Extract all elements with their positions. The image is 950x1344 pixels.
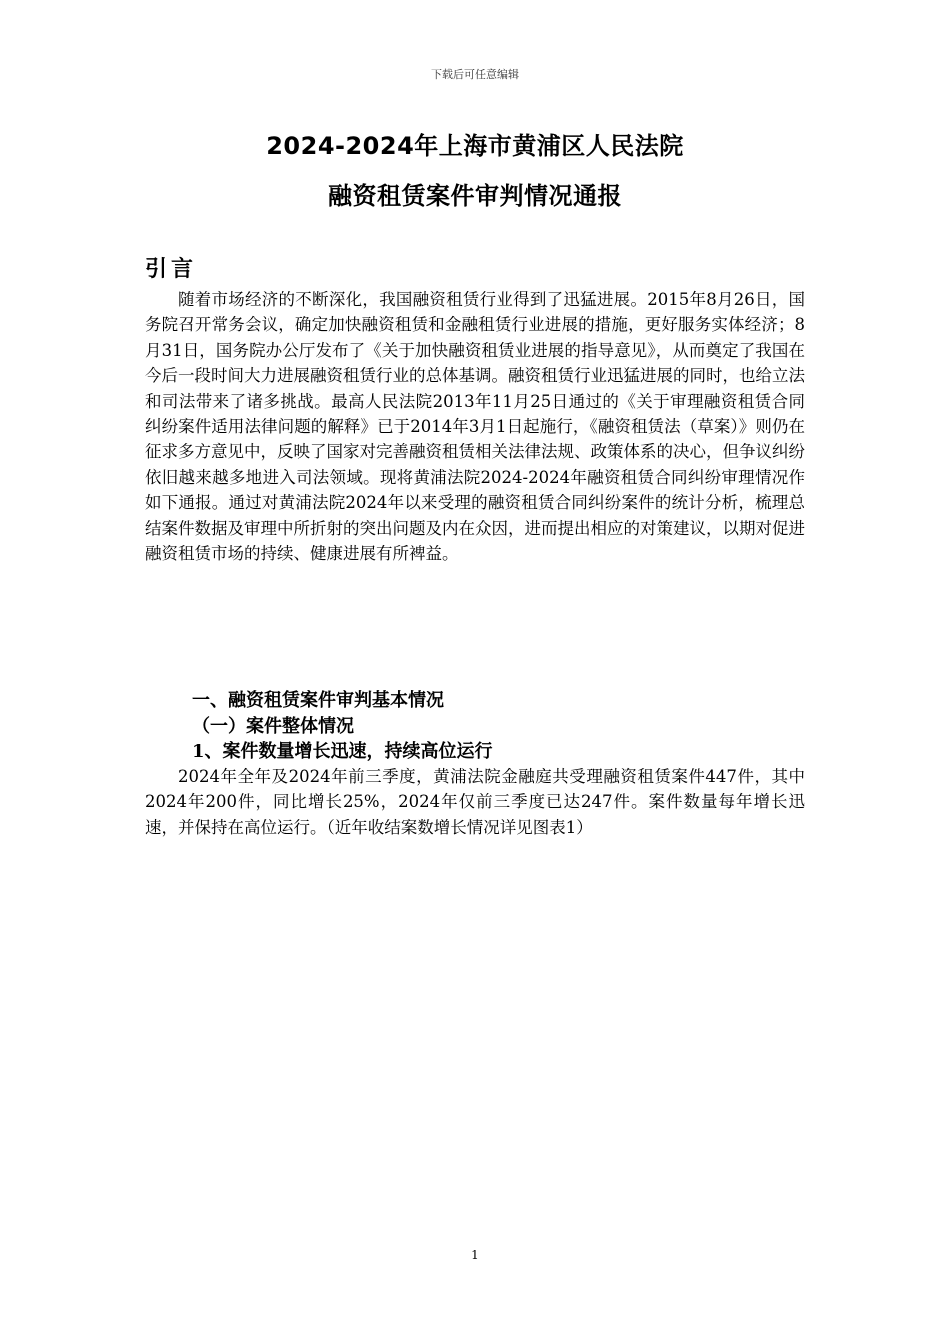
page-number: 1	[471, 1248, 479, 1262]
document-title-line-2: 融资租赁案件审判情况通报	[328, 182, 622, 210]
document-title-line-1: 2024-2024年上海市黄浦区人民法院	[266, 132, 684, 160]
intro-heading: 引言	[145, 256, 198, 282]
subsection-heading: （一）案件整体情况	[192, 716, 354, 737]
case-count-paragraph: 2024年全年及2024年前三季度，黄浦法院金融庭共受理融资租赁案件447件，其中2024年200件，同比增长25%，2024年仅前三季度已达247件。案件数量每年增长迅速，并保持在高位运行。（近年收结案数增长情况详见图表1）	[145, 767, 805, 837]
point-heading: 1、案件数量增长迅速，持续高位运行	[192, 741, 493, 762]
header-note: 下载后可任意编辑	[431, 68, 519, 81]
section-heading-1: 一、融资租赁案件审判基本情况	[192, 690, 444, 711]
intro-paragraph: 随着市场经济的不断深化，我国融资租赁行业得到了迅猛进展。2015年8月26日，国务院召开常务会议，确定加快融资租赁和金融租赁行业进展的措施，更好服务实体经济；8月31日，国务院办公厅发布了《关于加快融资租赁业进展的指导意见》，从而奠定了我国在今后一段时间大力进展融资租赁行业的总体基调。融资租赁行业迅猛进展的同时，也给立法和司法带来了诸多挑战。最高人民法院2013年11月25日通过的《关于审理融资租赁合同纠纷案件适用法律问题的解释》已于2014年3月1日起施行，《融资租赁法（草案）》则仍在征求多方意见中，反映了国家对完善融资租赁相关法律法规、政策体系的决心，但争议纠纷依旧越来越多地进入司法领域。现将黄浦法院2024-2024年融资租赁合同纠纷审理情况作如下通报。通过对黄浦法院2024年以来受理的融资租赁合同纠纷案件的统计分析，梳理总结案件数据及审理中所折射的突出问题及内在众因，进而提出相应的对策建议，以期对促进融资租赁市场的持续、健康进展有所裨益。	[145, 290, 805, 564]
